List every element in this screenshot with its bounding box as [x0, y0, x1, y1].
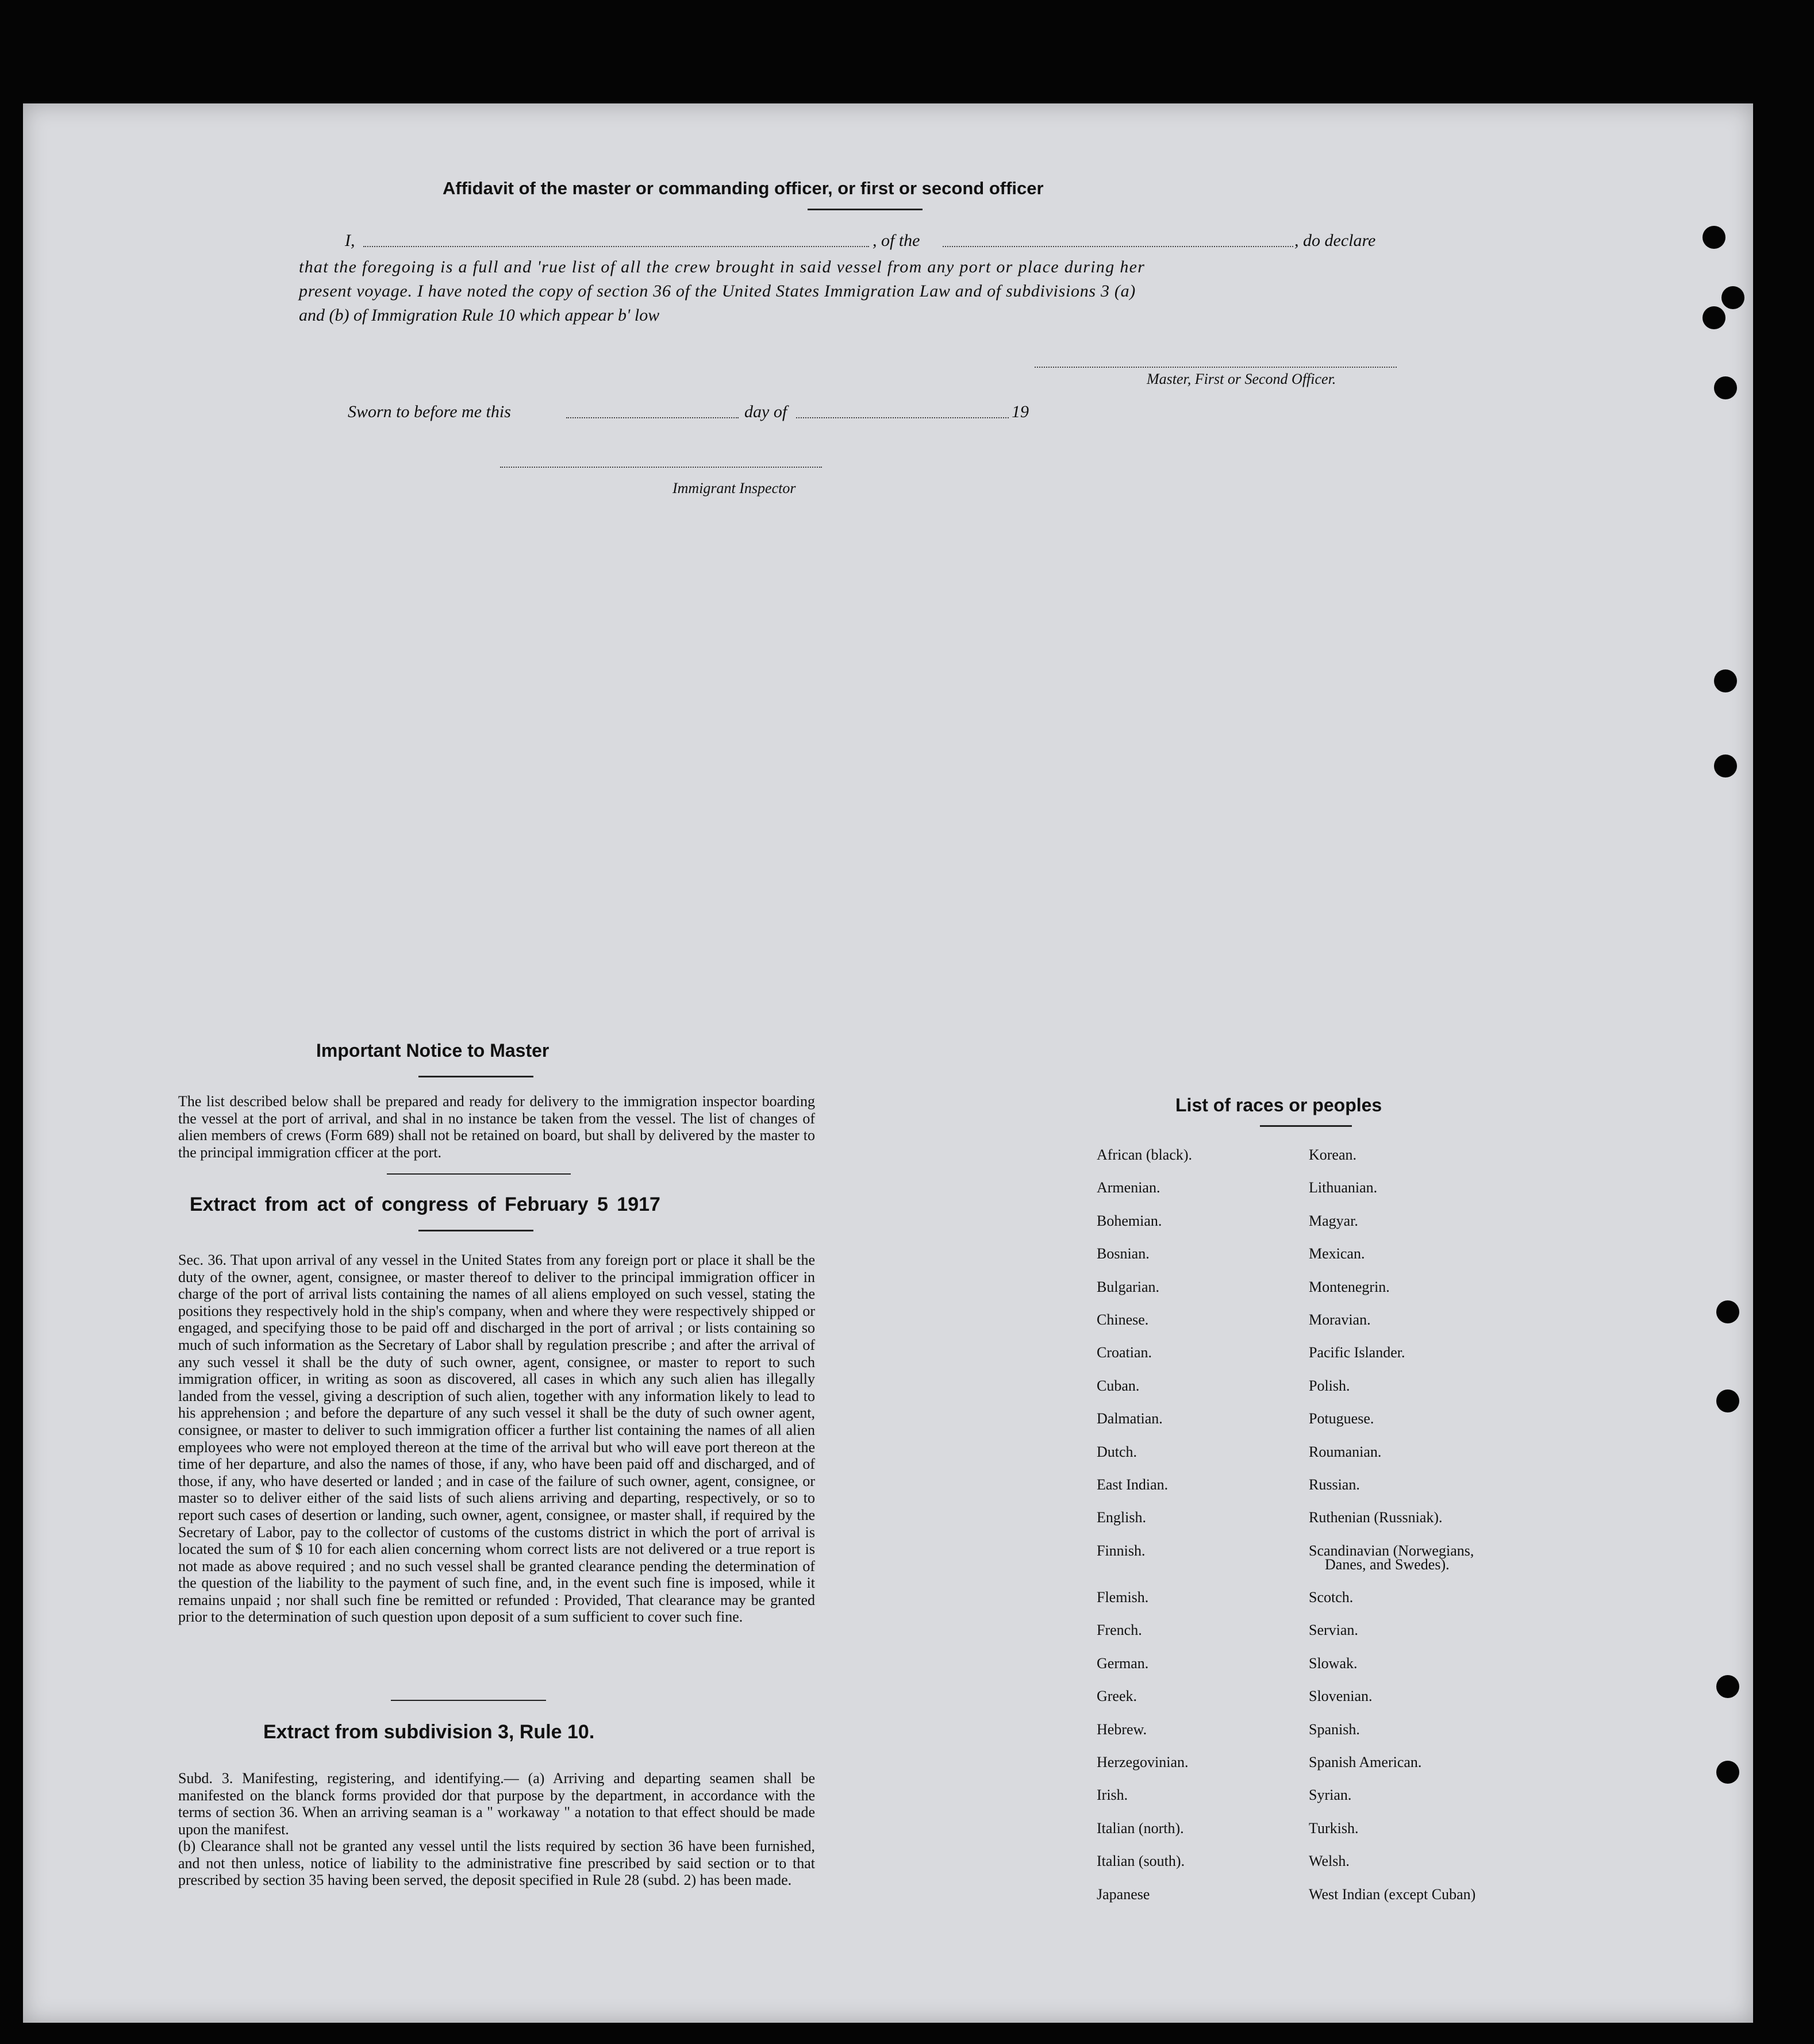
race-item: Slowak.	[1309, 1654, 1358, 1672]
race-item: Finnish.	[1097, 1542, 1146, 1559]
race-item: Japanese	[1097, 1885, 1150, 1903]
race-item: Syrian.	[1309, 1787, 1352, 1804]
master-signature-field[interactable]	[1035, 367, 1397, 368]
vessel-of-label: , of the	[873, 231, 920, 250]
races-column-2	[1309, 1146, 1475, 1919]
races-title: List of races or peoples	[1175, 1095, 1382, 1115]
race-item: Spanish American.	[1309, 1754, 1422, 1771]
races-title-rule	[1260, 1125, 1352, 1127]
sworn-label: Sworn to before me this	[348, 402, 511, 421]
race-item: West Indian (except Cuban)	[1309, 1885, 1476, 1903]
race-item: Greek.	[1097, 1688, 1137, 1705]
race-item: Roumanian.	[1309, 1443, 1382, 1460]
race-item: Slovenian.	[1309, 1688, 1373, 1705]
sworn-day-label: day of	[744, 402, 787, 421]
manifest-page	[23, 103, 1753, 2023]
race-item: English.	[1097, 1509, 1146, 1526]
race-item: Scandinavian (Norwegians,	[1309, 1542, 1474, 1559]
affidavit-title: Affidavit of the master or commanding officer, or first or second officer	[443, 178, 1044, 198]
race-item: Mexican.	[1309, 1245, 1365, 1262]
race-item: Italian (north).	[1097, 1819, 1184, 1837]
race-item: Spanish.	[1309, 1720, 1360, 1738]
inspector-label: Immigrant Inspector	[672, 480, 796, 496]
notice-title: Important Notice to Master	[316, 1040, 549, 1061]
race-item: Dalmatian.	[1097, 1410, 1163, 1427]
race-item: Moravian.	[1309, 1311, 1371, 1328]
race-item: East Indian.	[1097, 1476, 1169, 1493]
declarant-name-field[interactable]	[363, 246, 869, 247]
race-item: Korean.	[1309, 1146, 1357, 1163]
act-extract-rule	[418, 1230, 533, 1231]
race-item: Chinese.	[1097, 1311, 1149, 1328]
binder-hole	[1714, 755, 1737, 777]
race-item: Magyar.	[1309, 1212, 1358, 1229]
declare-label: , do declare	[1294, 231, 1376, 250]
inspector-signature-field[interactable]	[500, 467, 822, 468]
sworn-month-field[interactable]	[796, 417, 1009, 418]
binder-hole	[1716, 1761, 1739, 1784]
race-item: Polish.	[1309, 1377, 1350, 1394]
race-item: Scotch.	[1309, 1589, 1354, 1606]
affidavit-statement-2: present voyage. I have noted the copy of section 36 of the United States Immigration Law and of subdivisions 3 (a)	[299, 282, 1136, 301]
binder-hole	[1716, 1389, 1739, 1412]
race-item: Lithuanian.	[1309, 1179, 1378, 1196]
race-item: Bohemian.	[1097, 1212, 1162, 1229]
race-item: Potuguese.	[1309, 1410, 1374, 1427]
binder-hole	[1716, 1300, 1739, 1323]
rule-extract-text-b: (b) Clearance shall not be granted any vessel until the lists required by section 36 have been furnished, and not then unless, notice of liability to the administrative fine prescribed by said section or to that prescribed by section 35 having been served, the deposit specified in Rule 28 (subd. 2) has been made.	[178, 1838, 815, 1889]
race-item: Flemish.	[1097, 1589, 1149, 1606]
race-item: Russian.	[1309, 1476, 1360, 1493]
binder-hole	[1714, 376, 1737, 399]
act-extract-separator	[391, 1700, 546, 1701]
notice-rule	[418, 1076, 533, 1077]
affidavit-statement-3: and (b) of Immigration Rule 10 which appear b' low	[299, 306, 660, 325]
race-item: African (black).	[1097, 1146, 1193, 1163]
race-item: Croatian.	[1097, 1344, 1152, 1361]
race-item: Turkish.	[1309, 1819, 1359, 1837]
sworn-year-label: 19	[1012, 402, 1029, 421]
race-item: Ruthenian (Russniak).	[1309, 1509, 1443, 1526]
binder-hole	[1702, 306, 1725, 329]
affidavit-statement-1: that the foregoing is a full and 'rue list of all the crew brought in said vessel from any port or place during her	[299, 257, 1146, 276]
rule-extract-title: Extract from subdivision 3, Rule 10.	[263, 1721, 595, 1743]
binder-hole	[1702, 226, 1725, 249]
race-item: Cuban.	[1097, 1377, 1140, 1394]
race-item: Armenian.	[1097, 1179, 1160, 1196]
sworn-day-field[interactable]	[566, 417, 739, 418]
race-item: French.	[1097, 1622, 1142, 1639]
rule-extract-text-a: Subd. 3. Manifesting, registering, and identifying.— (a) Arriving and departing seamen shall be manifested on the blanck forms provided dor that purpose by the department, in accordance with the terms of section 36. When an arriving seaman is a " workaway " a notation to that effect should be made upon the manifest.	[178, 1770, 815, 1838]
vessel-name-field[interactable]	[943, 246, 1293, 247]
race-item: Herzegovinian.	[1097, 1754, 1189, 1771]
title-rule	[808, 209, 923, 210]
race-item: German.	[1097, 1654, 1149, 1672]
race-item: Danes, and Swedes).	[1325, 1556, 1450, 1573]
race-item: Irish.	[1097, 1787, 1128, 1804]
race-item	[1097, 1556, 1192, 1589]
binder-hole	[1714, 669, 1737, 692]
race-item: Bulgarian.	[1097, 1278, 1160, 1295]
race-item: Italian (south).	[1097, 1853, 1185, 1870]
race-item: Bosnian.	[1097, 1245, 1150, 1262]
race-item: Dutch.	[1097, 1443, 1137, 1460]
races-column-1	[1097, 1146, 1192, 1919]
notice-text: The list described below shall be prepared and ready for delivery to the immigration inspector boarding the vessel at the port of arrival, and shal in no instance be taken from the vessel. The list of changes of alien members of crews (Form 689) shall not be retained on board, but shall by delivered by the master to the principal immigration cfficer at the port.	[178, 1093, 815, 1161]
binder-hole	[1721, 286, 1744, 309]
act-extract-text: Sec. 36. That upon arrival of any vessel in the United States from any foreign port or place it shall be the duty of the owner, agent, consignee, or master thereof to deliver to the principal immigration officer in charge of the port of arrival lists containing the names of all aliens employed on such vessel, stating the positions they respectively hold in the ship's company, when and where they were respectively shipped or engaged, and specifying those to be paid off and discharged in the port of arrival ; or lists containing so much of such information as the Secretary of Labor shall by regulation prescribe ; and after the arrival of any such vessel it shall be the duty of such owner, agent, consignee, or master to report to such immigration officer, in writing as soon as discovered, all cases in which any such alien has illegally landed from the vessel, giving a description of such alien, together with any information likely to lead to his apprehension ; and before the departure of any such vessel it shall be the duty of such owner agent, consignee, or master to deliver to such immigration officer a further list containing the names of all alien employees who were not employed thereon at the time of the arrival but who will eave port thereon at the time of her departure, and also the names of those, if any, who have been paid off and discharged, and of those, if any, who have deserted or landed ; and in case of the failure of such owner, agent, consignee, or master so to deliver either of the said lists of such aliens arriving and departing, respectively, or so to report such cases of desertion or landing, such owner, agent, consignee, or master shall, if required by the Secretary of Labor, pay to the collector of customs of the customs district in which the port of arrival is located the sum of $ 10 for each alien concerning whom correct lists are not delivered or a true report is not made as above required ; and no such vessel shall be granted clearance pending the determination of the question of the liability to the payment of such fine, and, in the event such fine is imposed, while it remains unpaid ; nor shall such fine be remitted or refunded : Provided, That clearance may be granted prior to the determination of such question upon deposit of a sum sufficient to cover such fine.	[178, 1252, 815, 1626]
act-extract-title: Extract from act of congress of February 5 1917	[190, 1194, 660, 1215]
binder-hole	[1716, 1675, 1739, 1698]
master-signature-label: Master, First or Second Officer.	[1147, 371, 1336, 387]
notice-separator	[387, 1173, 571, 1175]
race-item: Hebrew.	[1097, 1720, 1147, 1738]
race-item: Pacific Islander.	[1309, 1344, 1405, 1361]
race-item: Servian.	[1309, 1622, 1358, 1639]
race-item: Welsh.	[1309, 1853, 1350, 1870]
race-item: Montenegrin.	[1309, 1278, 1390, 1295]
declarant-prefix: I,	[345, 231, 355, 250]
